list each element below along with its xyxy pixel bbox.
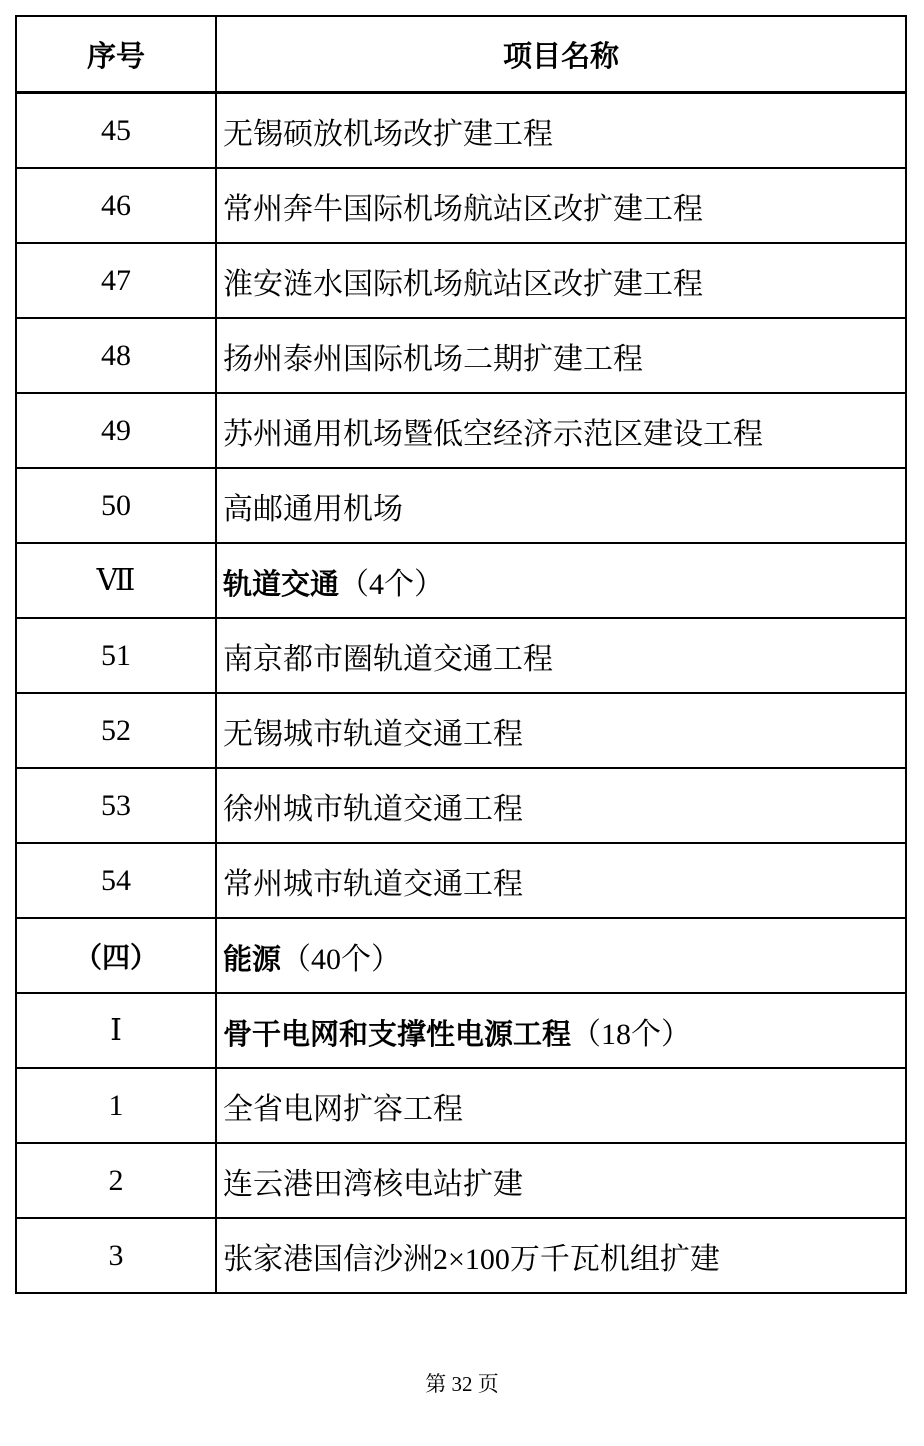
project-name-cell [216, 1143, 906, 1218]
serial-number-header: 序号 [16, 16, 216, 93]
project-count-text: （40个） [281, 942, 402, 976]
project-name-text: 常州城市轨道交通工程 [223, 867, 523, 901]
table-row [16, 1218, 906, 1293]
table-row [16, 468, 906, 543]
project-name-cell [216, 243, 906, 318]
table-row [16, 1068, 906, 1143]
serial-cell: 3 [16, 1218, 216, 1293]
serial-cell: 54 [16, 843, 216, 918]
project-name-text: 扬州泰州国际机场二期扩建工程 [223, 342, 643, 376]
table-body [16, 93, 906, 1294]
serial-cell: 2 [16, 1143, 216, 1218]
table-row [16, 318, 906, 393]
project-list-table [15, 15, 907, 1294]
serial-cell: （四） [16, 918, 216, 993]
table-row [16, 843, 906, 918]
project-name-text: 高邮通用机场 [223, 492, 403, 526]
table-row [16, 93, 906, 169]
serial-cell: 1 [16, 1068, 216, 1143]
project-name-cell [216, 1218, 906, 1293]
serial-cell: Ⅶ [16, 543, 216, 618]
project-name-cell [216, 543, 906, 618]
project-name-cell [216, 393, 906, 468]
project-name-cell [216, 1068, 906, 1143]
serial-cell: 51 [16, 618, 216, 693]
table-row [16, 918, 906, 993]
project-name-cell [216, 168, 906, 243]
project-name-text: 张家港国信沙洲2×100万千瓦机组扩建 [223, 1242, 720, 1276]
table-row [16, 243, 906, 318]
project-name-cell [216, 318, 906, 393]
project-name-cell [216, 468, 906, 543]
serial-cell: 48 [16, 318, 216, 393]
project-name-cell [216, 993, 906, 1068]
table-row [16, 1143, 906, 1218]
table-header [16, 16, 906, 93]
project-name-text: 连云港田湾核电站扩建 [223, 1167, 523, 1201]
project-count-text: （18个） [571, 1017, 692, 1051]
project-name-text: 轨道交通 [223, 568, 340, 601]
header-row [16, 16, 906, 93]
serial-cell: 46 [16, 168, 216, 243]
serial-cell: 47 [16, 243, 216, 318]
project-name-text: 苏州通用机场暨低空经济示范区建设工程 [223, 417, 763, 451]
table-row [16, 168, 906, 243]
serial-cell: 49 [16, 393, 216, 468]
project-name-cell [216, 618, 906, 693]
project-name-text: 全省电网扩容工程 [223, 1092, 463, 1126]
project-count-text: （4个） [339, 567, 445, 601]
project-name-text: 无锡城市轨道交通工程 [223, 717, 523, 751]
project-name-text: 能源 [223, 943, 282, 976]
serial-cell: 52 [16, 693, 216, 768]
table-row [16, 543, 906, 618]
table-row [16, 393, 906, 468]
table-row [16, 993, 906, 1068]
table-row [16, 693, 906, 768]
serial-cell: 53 [16, 768, 216, 843]
project-name-cell [216, 768, 906, 843]
project-name-header: 项目名称 [216, 16, 906, 93]
project-name-cell [216, 843, 906, 918]
project-name-text: 常州奔牛国际机场航站区改扩建工程 [223, 192, 703, 226]
project-name-text: 骨干电网和支撑性电源工程 [223, 1018, 572, 1051]
project-name-cell [216, 918, 906, 993]
project-name-cell [216, 93, 906, 169]
serial-cell: 50 [16, 468, 216, 543]
project-name-text: 南京都市圈轨道交通工程 [223, 642, 553, 676]
serial-cell: 45 [16, 93, 216, 169]
project-name-text: 淮安涟水国际机场航站区改扩建工程 [223, 267, 703, 301]
project-name-text: 徐州城市轨道交通工程 [223, 792, 523, 826]
serial-cell: Ⅰ [16, 993, 216, 1068]
table-row [16, 618, 906, 693]
project-name-cell [216, 693, 906, 768]
table-row [16, 768, 906, 843]
page-number: 第 32 页 [425, 1372, 499, 1396]
project-name-text: 无锡硕放机场改扩建工程 [223, 117, 553, 151]
